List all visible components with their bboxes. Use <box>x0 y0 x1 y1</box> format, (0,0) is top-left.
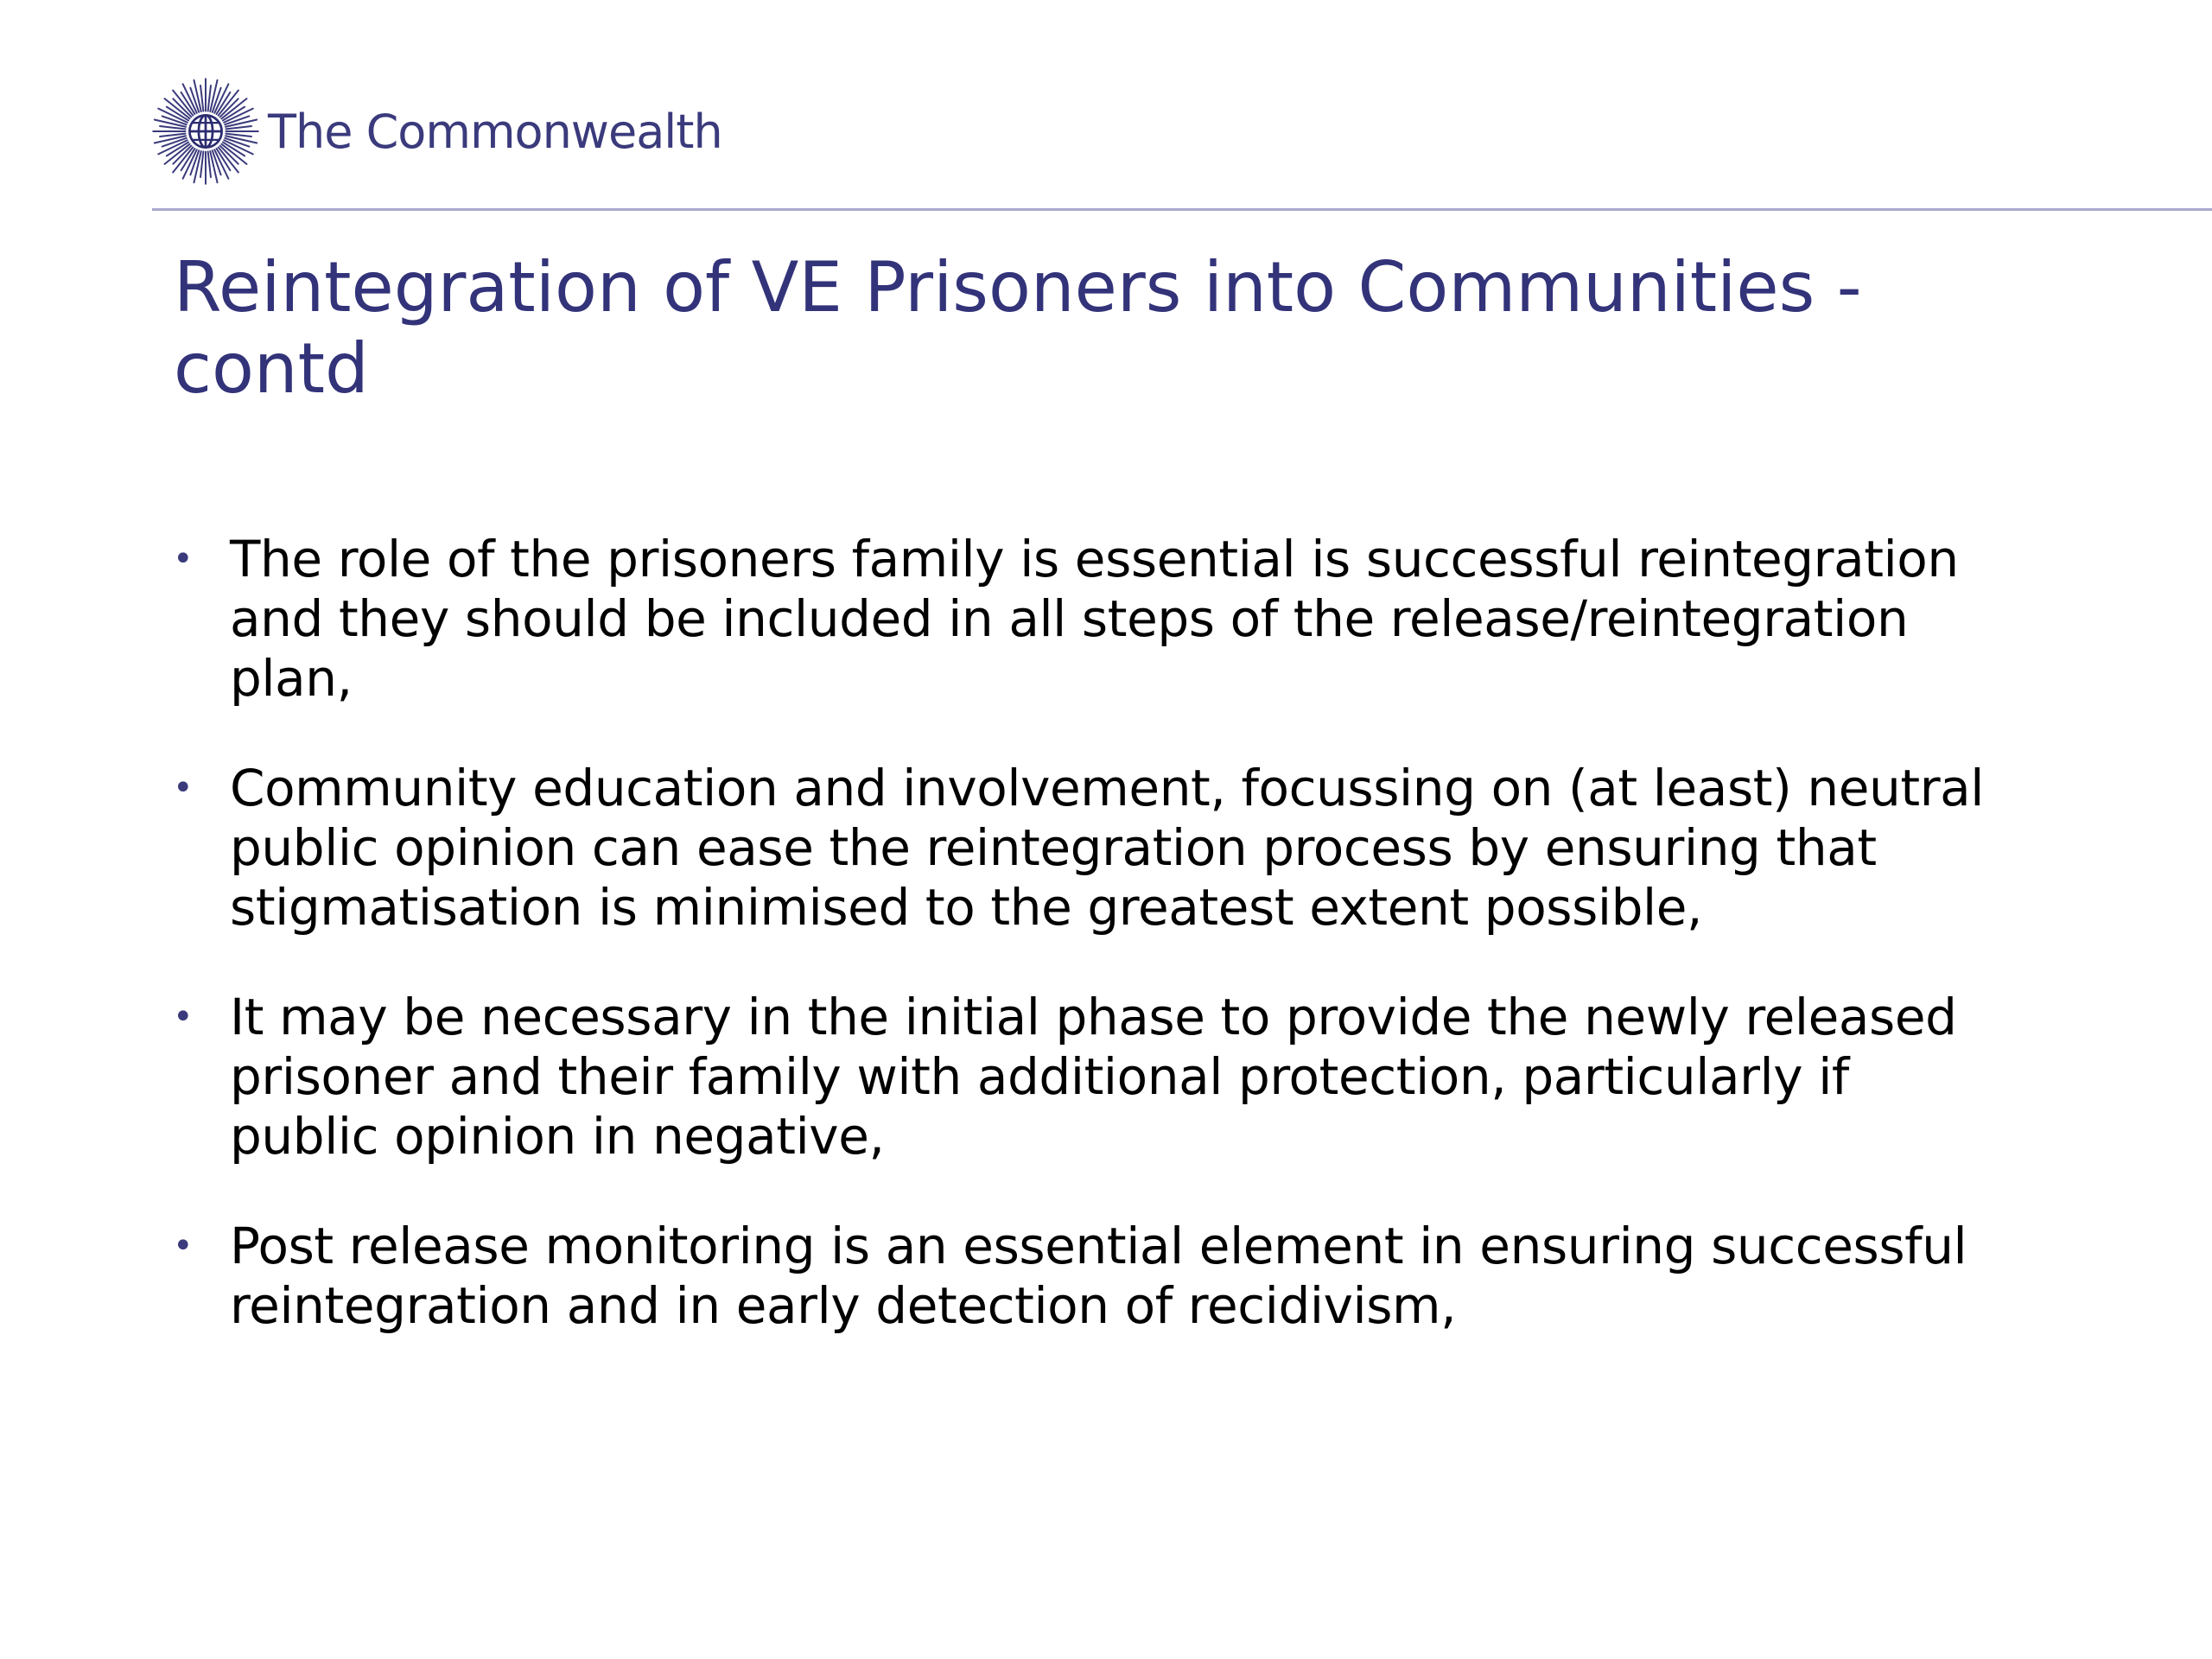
bullet-list <box>173 530 2039 1386</box>
bullet-item <box>173 530 2039 709</box>
commonwealth-emblem-icon <box>152 76 259 187</box>
bullet-marker: • <box>173 997 194 1037</box>
bullet-text: Post release monitoring is an essential element in ensuring successful reintegration and in early detection of recidivism, <box>230 1217 1967 1335</box>
header-divider <box>152 208 2212 211</box>
bullet-marker: • <box>173 1226 194 1266</box>
header <box>152 73 722 190</box>
bullet-item <box>173 759 2039 938</box>
org-name: The Commonwealth <box>268 104 722 159</box>
bullet-text: It may be necessary in the initial phase to provide the newly released prisoner and their family with additional protection, particularly if public opinion in negative, <box>230 988 1957 1166</box>
bullet-text: Community education and involvement, focussing on (at least) neutral public opinion can ease the reintegration process by ensuring that stigmatisation is minimised to the greatest extent possible, <box>230 759 1985 937</box>
bullet-item <box>173 1217 2039 1336</box>
slide-title: Reintegration of VE Prisoners into Communities - contd <box>174 247 1862 409</box>
bullet-text: The role of the prisoners family is essential is successful reintegration and they should be included in all steps of the release/reintegration plan, <box>230 530 1959 708</box>
bullet-marker: • <box>173 768 194 808</box>
bullet-marker: • <box>173 539 194 579</box>
bullet-item <box>173 988 2039 1166</box>
